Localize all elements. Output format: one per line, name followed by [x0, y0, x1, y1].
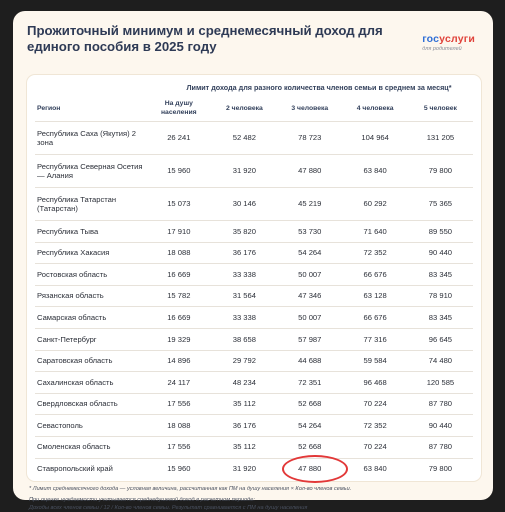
value-cell: 18 088 [146, 242, 212, 264]
value-cell: 31 920 [212, 458, 277, 479]
table-row [35, 188, 473, 221]
value-cell: 70 224 [342, 436, 407, 458]
value-cell: 33 338 [212, 307, 277, 329]
value-cell: 35 820 [212, 221, 277, 243]
logo-text [422, 33, 475, 45]
region-cell: Ставропольский край [35, 458, 146, 479]
value-cell: 131 205 [408, 122, 473, 155]
column-header-2-people: 2 человека [225, 104, 263, 112]
table-row [35, 393, 473, 415]
value-cell: 66 676 [342, 264, 407, 286]
value-cell-circled [277, 458, 342, 479]
value-cell: 90 440 [408, 242, 473, 264]
table-row [35, 415, 473, 437]
value-cell: 79 800 [408, 155, 473, 188]
value-cell: 63 840 [342, 458, 407, 479]
value-cell: 87 780 [408, 393, 473, 415]
footnotes [27, 481, 481, 512]
table-row [35, 372, 473, 394]
value-cell: 52 668 [277, 393, 342, 415]
region-cell: Республика Саха (Якутия) 2 зона [35, 122, 146, 155]
value-cell: 36 176 [212, 415, 277, 437]
value-cell: 18 088 [146, 415, 212, 437]
limit-header: Лимит дохода для разного количества членов семьи в среднем за месяц* [186, 83, 452, 92]
value-cell: 50 007 [277, 264, 342, 286]
value-cell: 19 329 [146, 328, 212, 350]
value-cell: 44 688 [277, 350, 342, 372]
column-header-per-capita: На душу населения [160, 100, 197, 116]
table-row-highlighted [35, 458, 473, 479]
value-cell: 72 352 [342, 415, 407, 437]
column-header-region: Регион [37, 104, 61, 112]
value-cell: 31 920 [212, 155, 277, 188]
value-cell: 16 669 [146, 307, 212, 329]
footnote-calculation [29, 496, 479, 512]
value-cell: 77 316 [342, 328, 407, 350]
value-cell: 70 224 [342, 393, 407, 415]
value-cell: 59 584 [342, 350, 407, 372]
value-cell: 60 292 [342, 188, 407, 221]
value-cell: 79 800 [408, 458, 473, 479]
value-cell: 15 073 [146, 188, 212, 221]
value-cell: 38 658 [212, 328, 277, 350]
region-cell: Республика Хакасия [35, 242, 146, 264]
income-table [35, 95, 473, 479]
table-panel [27, 75, 481, 481]
value-cell: 78 910 [408, 285, 473, 307]
logo-subtitle: для родителей [422, 46, 462, 52]
table-row [35, 155, 473, 188]
value-cell: 63 840 [342, 155, 407, 188]
footnote-definition: * Лимит среднемесячного дохода — условная величина, рассчитанная как ПМ на душу населения × Кол-во членов семьи. [29, 486, 352, 493]
region-cell: Смоленская область [35, 436, 146, 458]
value-cell: 14 896 [146, 350, 212, 372]
footnote-calculation-line2: Доходы всех членов семьи / 12 / Кол-во членов семьи. Результат сравнивается с ПМ на душу населения [29, 505, 308, 512]
circled-value-text: 47 880 [298, 464, 322, 474]
value-cell: 104 964 [342, 122, 407, 155]
region-cell: Саратовская область [35, 350, 146, 372]
value-cell: 75 365 [408, 188, 473, 221]
gosuslugi-logo [422, 33, 475, 52]
value-cell: 17 556 [146, 393, 212, 415]
region-cell: Свердловская область [35, 393, 146, 415]
value-cell: 15 960 [146, 458, 212, 479]
logo-part-uslugi: услуги [439, 33, 475, 45]
region-cell: Самарская область [35, 307, 146, 329]
table-row [35, 328, 473, 350]
table-row [35, 264, 473, 286]
value-cell: 53 730 [277, 221, 342, 243]
value-cell: 90 440 [408, 415, 473, 437]
value-cell: 52 668 [277, 436, 342, 458]
value-cell: 96 645 [408, 328, 473, 350]
footnote-calculation-line1: При оценке нуждаемости учитывается среднедушевой доход в расчетном периоде: [29, 497, 255, 504]
value-cell: 15 782 [146, 285, 212, 307]
table-row [35, 350, 473, 372]
value-cell: 48 234 [212, 372, 277, 394]
table-row [35, 436, 473, 458]
region-cell: Ростовская область [35, 264, 146, 286]
value-cell: 47 346 [277, 285, 342, 307]
value-cell: 16 669 [146, 264, 212, 286]
column-header-4-people: 4 человека [356, 104, 394, 112]
infographic-card [13, 11, 493, 512]
region-cell: Республика Тыва [35, 221, 146, 243]
value-cell: 72 351 [277, 372, 342, 394]
value-cell: 89 550 [408, 221, 473, 243]
value-cell: 33 338 [212, 264, 277, 286]
value-cell: 45 219 [277, 188, 342, 221]
value-cell: 26 241 [146, 122, 212, 155]
value-cell: 29 792 [212, 350, 277, 372]
value-cell: 36 176 [212, 242, 277, 264]
logo-part-gos: гос [422, 33, 440, 45]
circled-value [298, 464, 321, 474]
value-cell: 30 146 [212, 188, 277, 221]
region-cell: Севастополь [35, 415, 146, 437]
value-cell: 24 117 [146, 372, 212, 394]
table-row [35, 122, 473, 155]
table-header-row [35, 95, 473, 122]
table-row [35, 242, 473, 264]
value-cell: 72 352 [342, 242, 407, 264]
column-header-3-people: 3 человека [291, 104, 329, 112]
value-cell: 35 112 [212, 436, 277, 458]
value-cell: 54 264 [277, 415, 342, 437]
value-cell: 74 480 [408, 350, 473, 372]
table-row [35, 221, 473, 243]
region-cell: Сахалинская область [35, 372, 146, 394]
region-cell: Республика Татарстан (Татарстан) [35, 188, 146, 221]
value-cell: 57 987 [277, 328, 342, 350]
value-cell: 120 585 [408, 372, 473, 394]
value-cell: 96 468 [342, 372, 407, 394]
value-cell: 78 723 [277, 122, 342, 155]
value-cell: 87 780 [408, 436, 473, 458]
value-cell: 15 960 [146, 155, 212, 188]
header [27, 23, 481, 75]
value-cell: 47 880 [277, 155, 342, 188]
value-cell: 52 482 [212, 122, 277, 155]
value-cell: 50 007 [277, 307, 342, 329]
value-cell: 83 345 [408, 307, 473, 329]
table-row [35, 285, 473, 307]
column-header-5-people: 5 человек [423, 104, 457, 112]
region-cell: Рязанская область [35, 285, 146, 307]
value-cell: 71 640 [342, 221, 407, 243]
value-cell: 17 556 [146, 436, 212, 458]
value-cell: 54 264 [277, 242, 342, 264]
value-cell: 35 112 [212, 393, 277, 415]
table-row [35, 307, 473, 329]
page-title: Прожиточный минимум и среднемесячный доход для единого пособия в 2025 году [27, 23, 383, 54]
value-cell: 17 910 [146, 221, 212, 243]
value-cell: 66 676 [342, 307, 407, 329]
value-cell: 83 345 [408, 264, 473, 286]
value-cell: 63 128 [342, 285, 407, 307]
region-cell: Республика Северная Осетия — Алания [35, 155, 146, 188]
value-cell: 31 564 [212, 285, 277, 307]
region-cell: Санкт-Петербург [35, 328, 146, 350]
